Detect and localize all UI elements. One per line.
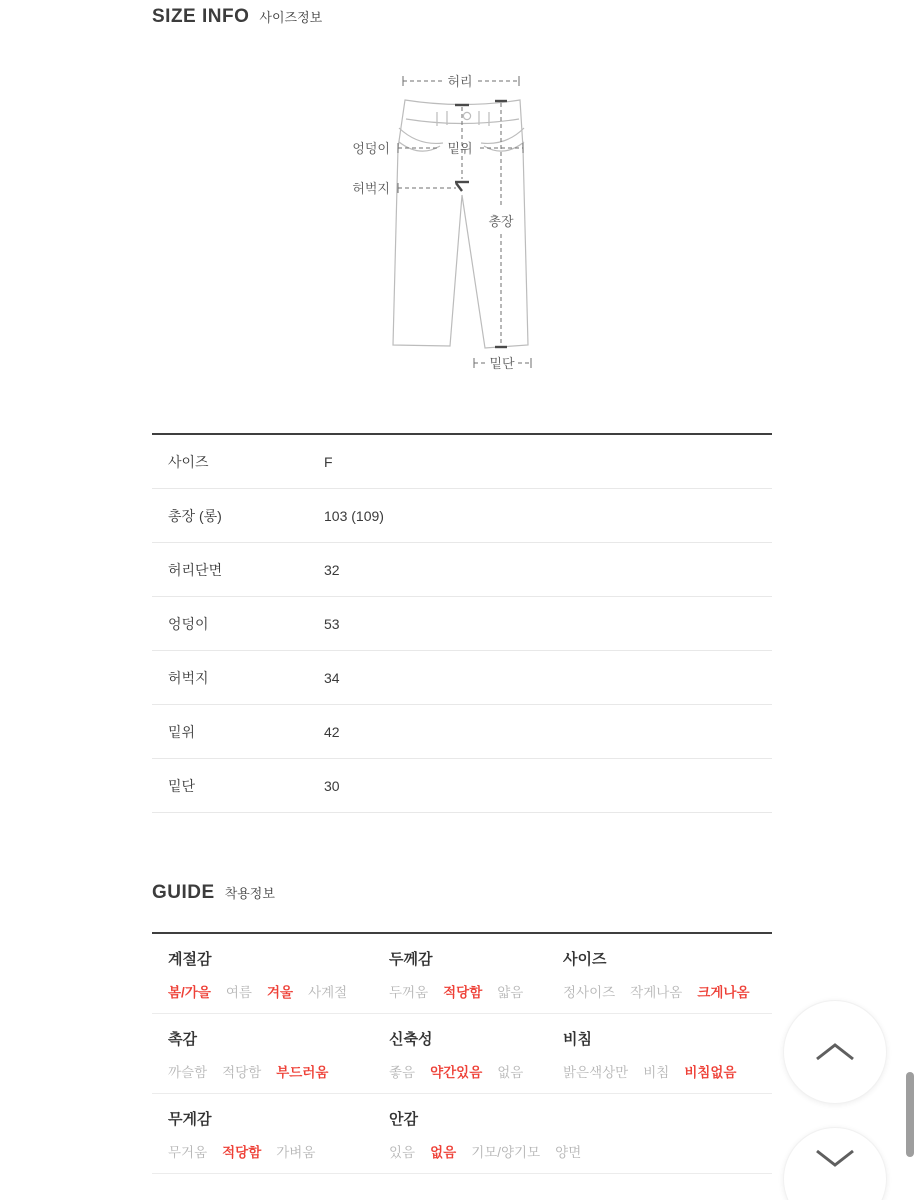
guide-option: 약간있음: [430, 1065, 483, 1080]
guide-options: [563, 981, 772, 1001]
waist-button: [463, 112, 470, 119]
guide-cell-lining: [389, 1094, 582, 1173]
guide-options: [168, 981, 389, 1001]
size-table-value: 32: [324, 561, 340, 578]
guide-cell-season: [152, 934, 389, 1013]
guide-cell-label: 신축성: [389, 1031, 433, 1048]
size-table-label: 사이즈: [168, 453, 209, 470]
guide-cell-thickness: [389, 934, 563, 1013]
size-table-value: 103 (109): [324, 507, 384, 524]
guide-row: [152, 1094, 772, 1174]
guide-option: 겨울: [266, 985, 294, 1000]
guide-option: 정사이즈: [563, 985, 616, 1000]
guide-option: 좋음: [389, 1065, 416, 1080]
guide-option: 적당함: [222, 1145, 262, 1160]
guide-option: 비침: [643, 1065, 670, 1080]
guide-option: 적당함: [443, 985, 483, 1000]
guide-row: [152, 934, 772, 1014]
size-table-value: 53: [324, 615, 340, 632]
guide-option: 봄/가을: [168, 985, 211, 1000]
guide-options: [389, 1061, 563, 1081]
guide-options: [389, 1141, 582, 1161]
table-row: [152, 543, 772, 597]
guide-cell-label: 계절감: [168, 951, 212, 968]
guide-cell-label: 안감: [389, 1111, 418, 1128]
size-info-title: SIZE INFO: [152, 6, 250, 27]
guide-cell-label: 무게감: [168, 1111, 212, 1128]
scroll-up-button[interactable]: [783, 1000, 887, 1104]
guide-subtitle: 착용정보: [224, 886, 275, 901]
guide-cell-size-fit: [563, 934, 772, 1013]
guide-cell-texture: [152, 1014, 389, 1093]
size-table-value: 42: [324, 723, 340, 740]
guide-option: 크게나옴: [697, 985, 750, 1000]
guide-option: 무거움: [168, 1145, 208, 1160]
size-info-heading: [152, 6, 322, 28]
table-row: [152, 705, 772, 759]
size-table-label: 밑단: [168, 777, 196, 794]
size-table-label: 허벅지: [168, 669, 209, 686]
size-info-subtitle: 사이즈정보: [259, 10, 323, 25]
guide-table: [152, 932, 772, 1174]
belt-loop-left: [437, 111, 447, 126]
guide-option: 얇음: [497, 985, 524, 1000]
guide-title: GUIDE: [152, 882, 215, 903]
table-row: [152, 597, 772, 651]
rise-label: 밑위: [447, 141, 473, 156]
guide-cell-label: 촉감: [168, 1031, 197, 1048]
guide-option: 부드러움: [276, 1065, 329, 1080]
belt-loop-right: [479, 111, 489, 126]
guide-cell-sheerness: [563, 1014, 772, 1093]
guide-option: 두꺼움: [389, 985, 429, 1000]
guide-option: 적당함: [222, 1065, 262, 1080]
guide-cell-stretch: [389, 1014, 563, 1093]
size-table-label: 허리단면: [168, 561, 223, 578]
guide-option: 기모/양기모: [471, 1145, 541, 1160]
size-table-value: F: [324, 453, 333, 470]
size-table-value: 30: [324, 777, 340, 794]
guide-row: [152, 1014, 772, 1094]
guide-heading: [152, 882, 275, 904]
guide-cell-empty: [563, 1094, 772, 1173]
hip-label: 엉덩이: [352, 141, 390, 156]
size-table-label: 총장 (롱): [168, 507, 222, 524]
guide-options: [389, 981, 563, 1001]
chevron-up-icon: [815, 1042, 855, 1062]
size-table-label: 엉덩이: [168, 615, 209, 632]
hem-label: 밑단: [489, 356, 515, 371]
size-table-label: 밑위: [168, 723, 196, 740]
guide-option: 없음: [430, 1145, 457, 1160]
scroll-down-button[interactable]: [783, 1127, 887, 1200]
guide-options: [168, 1061, 389, 1081]
thigh-end-tick: [456, 183, 462, 191]
guide-option: 밝은색상만: [563, 1065, 629, 1080]
size-table-value: 34: [324, 669, 340, 686]
pants-measurement-diagram: [340, 58, 610, 388]
guide-option: 사계절: [308, 985, 348, 1000]
guide-option: 작게나옴: [630, 985, 683, 1000]
waist-label: 허리: [447, 74, 473, 89]
guide-cell-weight: [152, 1094, 389, 1173]
guide-options: [563, 1061, 772, 1081]
guide-options: [168, 1141, 389, 1161]
table-row: [152, 489, 772, 543]
guide-option: 까슬함: [168, 1065, 208, 1080]
guide-option: 가벼움: [276, 1145, 316, 1160]
guide-option: 없음: [497, 1065, 524, 1080]
table-row: [152, 651, 772, 705]
thigh-label: 허벅지: [352, 181, 390, 196]
table-row: [152, 435, 772, 489]
guide-option: 있음: [389, 1145, 416, 1160]
table-row: [152, 759, 772, 813]
total-length-label: 총장: [488, 214, 514, 229]
guide-option: 비침없음: [684, 1065, 737, 1080]
guide-option: 여름: [225, 985, 252, 1000]
guide-cell-label: 두께감: [389, 951, 433, 968]
guide-cell-label: 비침: [563, 1031, 592, 1048]
chevron-down-icon: [815, 1148, 855, 1168]
size-table: [152, 433, 772, 813]
guide-cell-label: 사이즈: [563, 951, 607, 968]
scrollbar-thumb[interactable]: [906, 1072, 914, 1157]
guide-option: 양면: [555, 1145, 582, 1160]
